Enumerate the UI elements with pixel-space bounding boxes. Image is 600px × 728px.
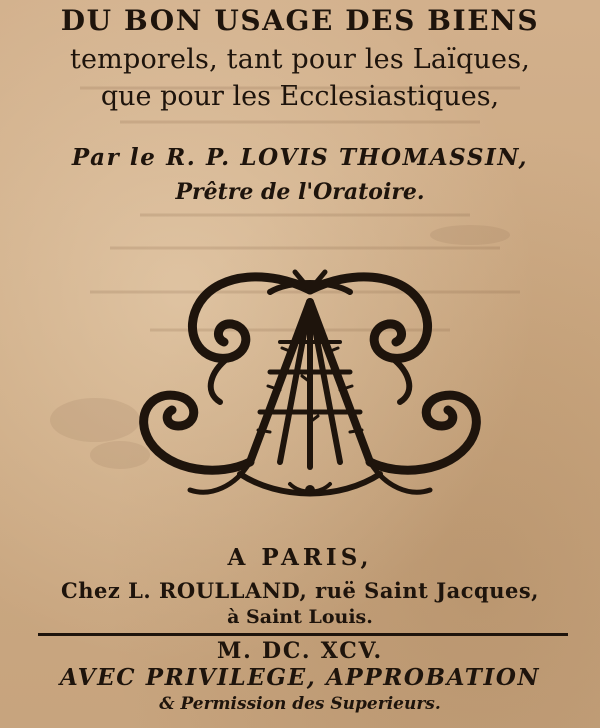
- author-title: Prêtre de l'Oratoire.: [175, 179, 425, 205]
- imprint-sign: à Saint Louis.: [227, 606, 373, 628]
- privilege-line-2: & Permission des Superieurs.: [159, 694, 441, 714]
- title-line-3: que pour les Ecclesiastiques,: [100, 81, 500, 112]
- publication-year: M. DC. XCV.: [216, 638, 384, 664]
- privilege-line-1: AVEC PRIVILEGE, APPROBATION: [59, 664, 541, 691]
- title-line-2: temporels, tant pour les Laïques,: [69, 44, 531, 75]
- divider-rule: [38, 633, 568, 636]
- title-line-1: DU BON USAGE DES BIENS: [60, 4, 540, 37]
- fleuron-ornament-icon: [120, 262, 500, 507]
- imprint-publisher: Chez L. ROULLAND, ruë Saint Jacques,: [61, 578, 539, 603]
- author-line: Par le R. P. LOVIS THOMASSIN,: [71, 144, 529, 171]
- imprint-city: A PARIS,: [227, 544, 373, 571]
